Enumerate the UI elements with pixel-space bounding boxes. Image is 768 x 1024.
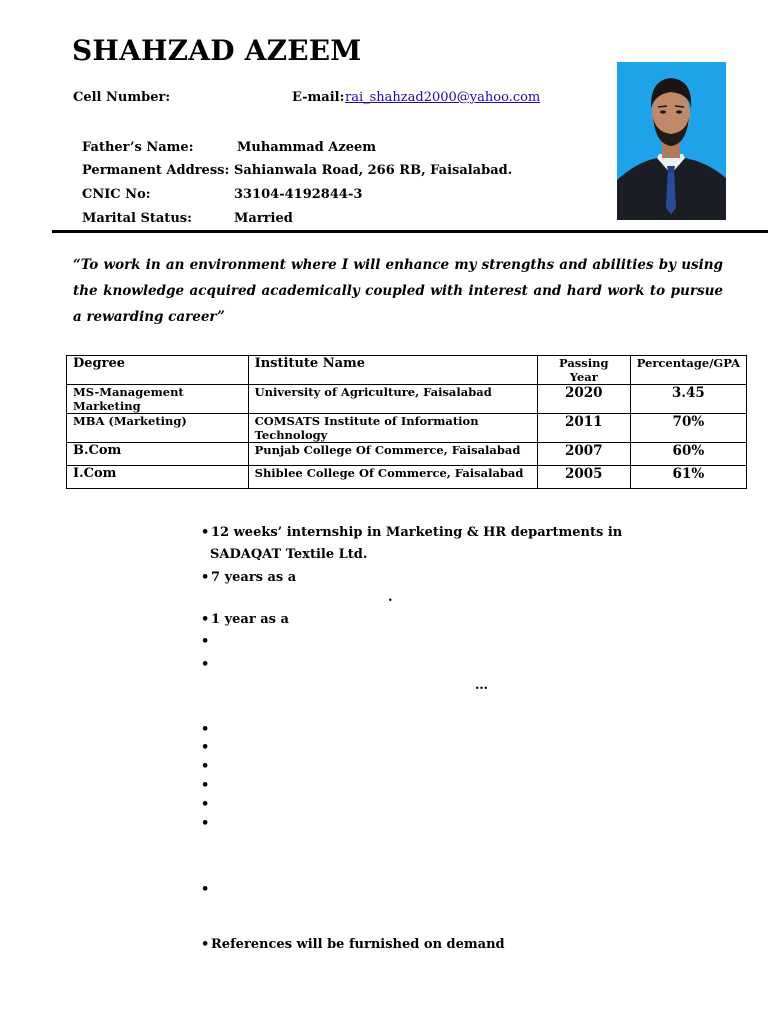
bullet-icon: • (201, 937, 210, 952)
table-header-row (67, 356, 747, 385)
table-row (67, 414, 747, 443)
bullet-icon: • (201, 778, 210, 793)
institute-cell: University of Agriculture, Faisalabad (248, 385, 537, 414)
fathers-name-label: Father’s Name: (82, 140, 194, 155)
list-item (201, 612, 289, 627)
section-divider (52, 230, 768, 233)
degree-cell: I.Com (67, 466, 249, 489)
candidate-name: SHAHZAD AZEEM (72, 34, 362, 67)
bullet-icon: • (201, 740, 210, 755)
email-label: E-mail: (292, 90, 345, 105)
list-item (201, 570, 296, 585)
ellipsis: … (475, 678, 488, 693)
degree-cell: MBA (Marketing) (67, 414, 249, 443)
internship-text: 12 weeks’ internship in Marketing & HR departments in (211, 525, 623, 540)
table-row (67, 466, 747, 489)
bullet-icon: • (201, 612, 210, 627)
score-cell: 61% (630, 466, 746, 489)
table-row (67, 443, 747, 466)
header-passing-year: Passing Year (537, 356, 630, 385)
year-cell: 2011 (537, 414, 630, 443)
cnic-value: 33104-4192844-3 (234, 187, 363, 202)
bullet-icon: • (201, 657, 210, 672)
cnic-label: CNIC No: (82, 187, 151, 202)
header-degree: Degree (67, 356, 249, 385)
career-objective: “To work in an environment where I will enhance my strengths and abilities by using the knowledge acquired academically coupled with interest and hard work to pursue a rewarding career” (73, 257, 723, 325)
degree-cell: MS-Management Marketing (67, 385, 249, 414)
bullet-icon: • (201, 570, 210, 585)
header-percentage: Percentage/GPA (630, 356, 746, 385)
degree-cell: B.Com (67, 443, 249, 466)
table-row (67, 385, 747, 414)
year-cell: 2020 (537, 385, 630, 414)
score-cell: 3.45 (630, 385, 746, 414)
score-cell: 60% (630, 443, 746, 466)
score-cell: 70% (630, 414, 746, 443)
bullet-icon: • (201, 634, 210, 649)
profile-photo (617, 62, 726, 220)
list-item (201, 525, 622, 540)
experience-1-year: 1 year as a (211, 612, 289, 627)
institute-cell: Punjab College Of Commerce, Faisalabad (248, 443, 537, 466)
bullet-icon: • (201, 797, 210, 812)
marital-status-value: Married (234, 211, 293, 226)
references-text: References will be furnished on demand (211, 937, 505, 952)
email-link[interactable]: rai_shahzad2000@yahoo.com (345, 90, 541, 105)
bullet-icon: • (201, 759, 210, 774)
year-cell: 2007 (537, 443, 630, 466)
marital-status-label: Marital Status: (82, 211, 192, 226)
institute-cell: COMSATS Institute of Information Technology (248, 414, 537, 443)
header-institute: Institute Name (248, 356, 537, 385)
bullet-icon: • (201, 722, 210, 737)
bullet-icon: • (201, 525, 210, 540)
cell-number-label: Cell Number: (73, 90, 171, 105)
year-cell: 2005 (537, 466, 630, 489)
fathers-name-value: Muhammad Azeem (237, 140, 377, 155)
institute-cell: Shiblee College Of Commerce, Faisalabad (248, 466, 537, 489)
education-table (66, 355, 747, 489)
trailing-period: . (388, 590, 393, 605)
list-item (201, 937, 505, 952)
bullet-icon: • (201, 882, 210, 897)
permanent-address-label: Permanent Address: (82, 163, 230, 178)
internship-company: SADAQAT Textile Ltd. (210, 547, 368, 562)
experience-7-years: 7 years as a (211, 570, 297, 585)
permanent-address-value: Sahianwala Road, 266 RB, Faisalabad. (234, 163, 513, 178)
bullet-icon: • (201, 816, 210, 831)
